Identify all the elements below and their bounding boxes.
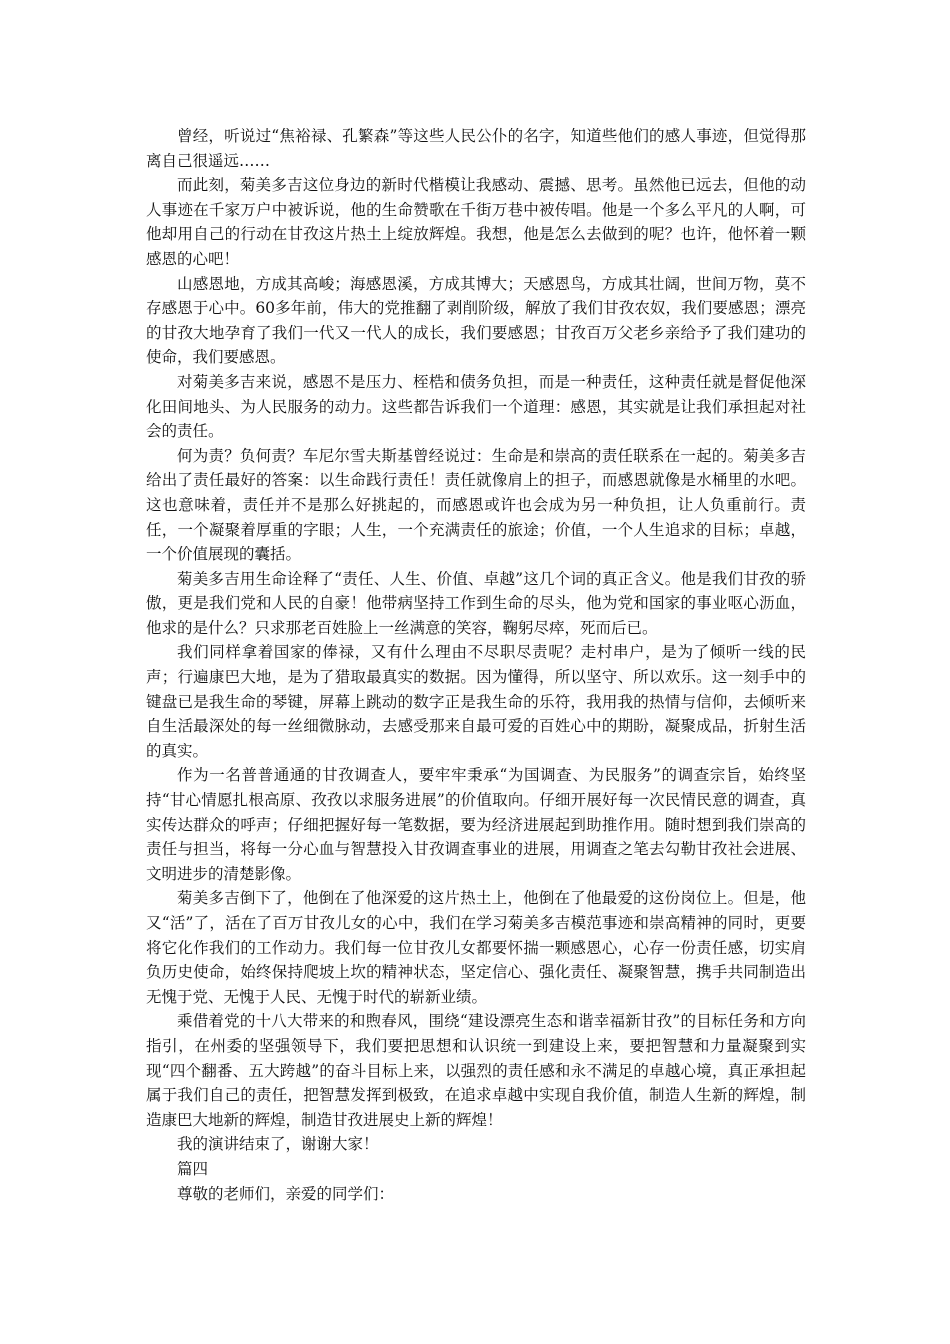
paragraph: 而此刻，菊美多吉这位身边的新时代楷模让我感动、震撼、思考。虽然他已远去，但他的动人事迹在千家万户中被诉说，他的生命赞歌在千街万巷中被传唱。他是一个多么平凡的人啊，可他却用自己的行动在甘孜这片热土上绽放辉煌。我想，他是怎么去做到的呢？也许，他怀着一颗感恩的心吧！ [146,176,806,268]
paragraph: 我们同样拿着国家的俸禄，又有什么理由不尽职尽责呢？走村串户，是为了倾听一线的民声；行遍康巴大地，是为了猎取最真实的数据。因为懂得，所以坚守、所以欢乐。这一刻手中的键盘已是我生命的琴键，屏幕上跳动的数字正是我生命的乐符，我用我的热情与信仰，去倾听来自生活最深处的每一丝细微脉动，去感受那来自最可爱的百姓心中的期盼，凝聚成品，折射生活的真实。 [146,643,806,760]
paragraph: 作为一名普普通通的甘孜调查人，要牢牢秉承“为国调查、为民服务”的调查宗旨，始终坚持“甘心情愿扎根高原、孜孜以求服务进展”的价值取向。仔细开展好每一次民情民意的调查，真实传达群众的呼声；仔细把握好每一笔数据，要为经济进展起到助推作用。随时想到我们崇高的责任与担当，将每一分心血与智慧投入甘孜调查事业的进展，用调查之笔去勾勒甘孜社会进展、文明进步的清楚影像。 [146,766,806,883]
paragraph: 曾经，听说过“焦裕禄、孔繁森”等这些人民公仆的名字，知道些他们的感人事迹，但觉得那离自己很遥远…… [146,127,806,170]
closing-line: 我的演讲结束了，谢谢大家！ [177,1135,379,1154]
paragraph: 何为责？负何责？车尼尔雪夫斯基曾经说过：生命是和崇高的责任联系在一起的。菊美多吉给出了责任最好的答案：以生命践行责任！责任就像肩上的担子，而感恩就像是水桶里的水吧。这也意味着，责任并不是那么好挑起的，而感恩或许也会成为另一种负担，让人负重前行。责任，一个凝聚着厚重的字眼；人生，一个充满责任的旅途；价值，一个人生追求的目标；卓越，一个价值展现的囊括。 [146,446,806,564]
paragraph: 对菊美多吉来说，感恩不是压力、桎梏和债务负担，而是一种责任，这种责任就是督促他深化田间地头、为人民服务的动力。这些都告诉我们一个道理：感恩，其实就是让我们承担起对社会的责任。 [146,372,806,441]
salutation: 尊敬的老师们，亲爱的同学们： [177,1184,395,1203]
document-body [146,124,806,1206]
paragraph: 山感恩地，方成其高峻；海感恩溪，方成其博大；天感恩鸟，方成其壮阔，世间万物，莫不存感恩于心中。60多年前，伟大的党推翻了剥削阶级，解放了我们甘孜农奴，我们要感恩；漂亮的甘孜大地孕育了我们一代又一代人的成长，我们要感恩；甘孜百万父老乡亲给予了我们建功的使命，我们要感恩。 [146,274,806,367]
paragraph: 菊美多吉用生命诠释了“责任、人生、价值、卓越”这几个词的真正含义。他是我们甘孜的骄傲，更是我们党和人民的自豪！他带病坚持工作到生命的尽头，他为党和国家的事业呕心沥血，他求的是什么？只求那老百姓脸上一丝满意的笑容，鞠躬尽瘁，死而后已。 [146,569,806,637]
paragraph: 菊美多吉倒下了，他倒在了他深爱的这片热土上，他倒在了他最爱的这份岗位上。但是，他又“活”了，活在了百万甘孜儿女的心中，我们在学习菊美多吉模范事迹和崇高精神的同时，更要将它化作我们的工作动力。我们每一位甘孜儿女都要怀揣一颗感恩心，心存一份责任感，切实肩负历史使命，始终保持爬坡上坎的精神状态，坚定信心、强化责任、凝聚智慧，携手共同制造出无愧于党、无愧于人民、无愧于时代的崭新业绩。 [146,889,806,1006]
paragraph: 乘借着党的十八大带来的和煦春风，围绕“建设漂亮生态和谐幸福新甘孜”的目标任务和方向指引，在州委的坚强领导下，我们要把思想和认识统一到建设上来，要把智慧和力量凝聚到实现“四个翻番、五大跨越”的奋斗目标上来，以强烈的责任感和永不满足的卓越心境，真正承担起属于我们自己的责任，把智慧发挥到极致，在追求卓越中实现自我价值，制造人生新的辉煌，制造康巴大地新的辉煌，制造甘孜进展史上新的辉煌！ [146,1012,806,1129]
section-label: 篇四 [177,1159,209,1178]
